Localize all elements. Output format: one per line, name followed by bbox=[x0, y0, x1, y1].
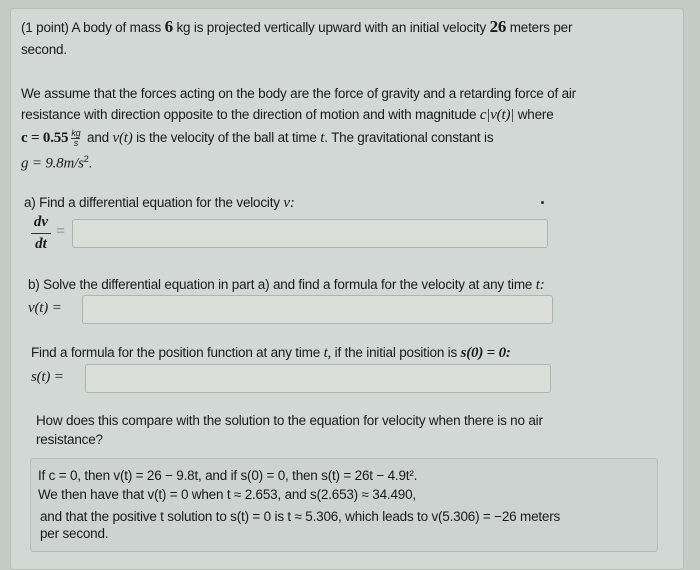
points-label: (1 point) bbox=[21, 20, 69, 35]
equals-sign: = bbox=[56, 223, 66, 240]
part-a-prompt: a) Find a differential equation for the velocity v: bbox=[24, 195, 295, 211]
problem-intro: (1 point) A body of mass 6 kg is projected vertically upward with an initial velocity 26 meters per bbox=[21, 17, 573, 36]
hint-line-3: and that the positive t solution to s(t) = 0 is t ≈ 5.306, which leads to v(5.306) = −26 meters bbox=[40, 509, 561, 524]
magnitude-expr: c|v(t)| bbox=[479, 107, 515, 123]
part-b-prompt: b) Solve the differential equation in part a) and find a formula for the velocity at any time t: bbox=[28, 277, 545, 293]
v-t-answer-input[interactable] bbox=[82, 295, 553, 324]
compare-question-line-2: resistance? bbox=[36, 432, 103, 447]
compare-question-line-1: How does this compare with the solution to the equation for velocity when there is no air bbox=[36, 413, 543, 428]
c-unit: $\frac{kg}{s}$ bbox=[71, 127, 81, 148]
v-t-label: v(t) = bbox=[28, 300, 62, 316]
velocity-value: 26 bbox=[489, 17, 507, 36]
assumption-line-3: c = 0.55 $\frac{kg}{s}$ and v(t) is the velocity of the ball at time t. The gravitational constant is bbox=[21, 127, 494, 148]
c-value: c = 0.55 bbox=[21, 130, 69, 146]
s-t-answer-input[interactable] bbox=[85, 364, 551, 393]
dv-dt-fraction: dv dt bbox=[31, 214, 51, 253]
stray-dot bbox=[541, 201, 544, 204]
hint-line-2: We then have that v(t) = 0 when t ≈ 2.653, and s(2.653) ≈ 34.490, bbox=[38, 487, 416, 502]
dv-dt-answer-input[interactable] bbox=[72, 219, 548, 248]
s-t-label: s(t) = bbox=[31, 369, 64, 385]
mass-value: 6 bbox=[164, 17, 173, 36]
gravity-constant: $g = 9.8m/s^2$. bbox=[21, 154, 93, 172]
problem-intro-cont: second. bbox=[21, 42, 67, 57]
assumption-line-1: We assume that the forces acting on the body are the force of gravity and a retarding force of air bbox=[21, 86, 576, 101]
part-c-prompt: Find a formula for the position function at any time t, if the initial position is s(0) = 0: bbox=[31, 345, 511, 361]
assumption-line-2: resistance with direction opposite to the direction of motion and with magnitude c|v(t)| where bbox=[21, 107, 554, 123]
hint-line-4: per second. bbox=[40, 526, 109, 541]
hint-line-1: If c = 0, then v(t) = 26 − 9.8t, and if s(0) = 0, then s(t) = 26t − 4.9t². bbox=[38, 468, 418, 483]
